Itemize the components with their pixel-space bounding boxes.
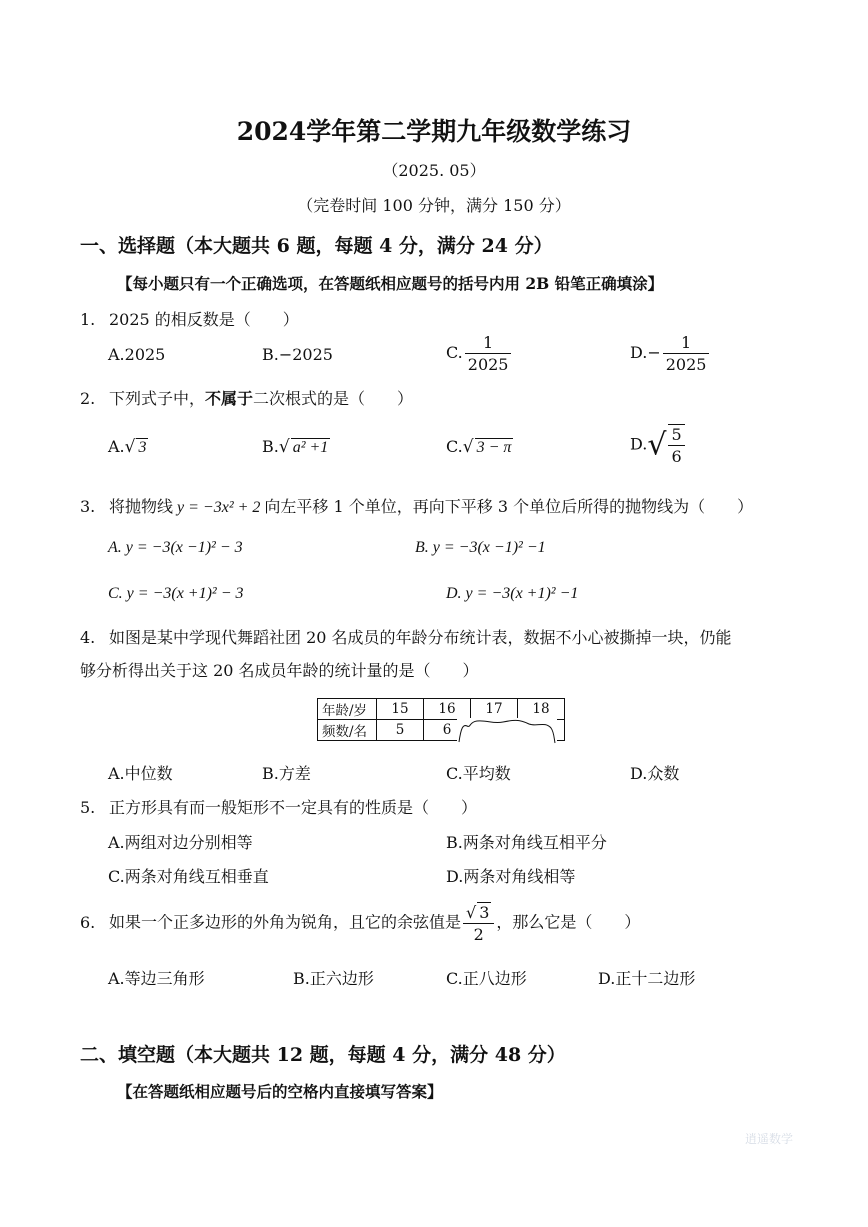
- question-stem: 将抛物线: [109, 497, 174, 516]
- table-header-cell: 频数/名: [318, 720, 377, 741]
- fraction: [668, 424, 684, 466]
- q2-option-c: [446, 437, 513, 457]
- q5-option-c: C.两条对角线互相垂直: [108, 867, 269, 886]
- question-5: [80, 795, 477, 818]
- question-6: [80, 902, 640, 944]
- question-4: [80, 625, 732, 648]
- table-cell: 15: [377, 699, 424, 720]
- page-title: 2024学年第二学期九年级数学练习: [236, 117, 632, 146]
- q6-option-d: D.正十二边形: [598, 969, 696, 988]
- table-cell: 5: [377, 720, 424, 741]
- question-stem: ，那么它是（ ）: [496, 912, 641, 932]
- question-4-line2: 够分析得出关于这 20 名成员年龄的统计量的是（ ）: [80, 661, 479, 680]
- question-stem: 如图是某中学现代舞蹈社团 20 名成员的年龄分布统计表，数据不小心被撕掉一块，仍能: [109, 628, 732, 647]
- q1-option-d: [630, 333, 711, 374]
- question-3: [80, 494, 753, 517]
- table-cell: 18: [518, 699, 565, 720]
- exam-date: （2025. 05）: [382, 161, 486, 180]
- q3-option-a: A. y = −3(x −1)² − 3: [108, 539, 243, 556]
- radical-sign: √: [647, 427, 667, 463]
- fraction-denominator: 2025: [665, 355, 707, 374]
- table-cell: 6: [424, 720, 471, 741]
- radicand: 3: [138, 439, 147, 456]
- question-emphasis: 不属于: [205, 389, 254, 408]
- radical-sign: √: [124, 437, 136, 457]
- q1-option-b: B.−2025: [262, 345, 333, 364]
- radical-sign: √: [466, 903, 477, 922]
- fraction-numerator: 1: [663, 333, 710, 354]
- table-header-cell: 年龄/岁: [318, 699, 377, 720]
- question-stem: 下列式子中，: [109, 389, 206, 408]
- fraction-denominator: 2: [473, 925, 484, 944]
- q6-option-a: A.等边三角形: [108, 969, 205, 988]
- question-stem: 如果一个正多边形的外角为锐角，且它的余弦值是: [109, 912, 462, 932]
- question-number: 1.: [80, 310, 96, 329]
- option-label: D.−: [630, 343, 661, 362]
- fraction-denominator: 6: [671, 447, 682, 466]
- q4-option-c: C.平均数: [446, 764, 511, 783]
- q4-option-d: D.众数: [630, 764, 680, 783]
- radicand: 3: [479, 903, 490, 922]
- q6-option-c: C.正八边形: [446, 969, 527, 988]
- q3-option-d: D. y = −3(x +1)² −1: [446, 585, 579, 602]
- q5-option-d: D.两条对角线相等: [446, 867, 576, 886]
- question-number: 5.: [80, 798, 96, 817]
- question-stem: 正方形具有而一般矩形不一定具有的性质是（ ）: [109, 798, 478, 817]
- section2-heading: 二、填空题（本大题共 12 题，每题 4 分，满分 48 分）: [80, 1044, 566, 1066]
- q5-option-b: B.两条对角线互相平分: [446, 833, 607, 852]
- table-cell: 16: [424, 699, 471, 720]
- q1-option-c: [446, 333, 513, 374]
- torn-edge-icon: [457, 718, 557, 744]
- option-label: C.: [446, 437, 463, 456]
- exam-info: （完卷时间 100 分钟，满分 150 分）: [297, 196, 571, 215]
- q2-option-a: [108, 437, 148, 457]
- q3-option-b: B. y = −3(x −1)² −1: [415, 539, 546, 556]
- fraction: [463, 902, 494, 944]
- torn-region: [457, 718, 557, 744]
- question-stem: 二次根式的是（ ）: [253, 389, 414, 408]
- q3-option-c: C. y = −3(x +1)² − 3: [108, 585, 244, 602]
- q2-option-d: [630, 424, 687, 466]
- section2-instruction: 【在答题纸相应题号后的空格内直接填写答案】: [117, 1082, 443, 1101]
- option-label: C.: [446, 343, 463, 362]
- option-label: B.: [262, 437, 279, 456]
- fraction-numerator: 5: [668, 425, 684, 446]
- fraction: [465, 333, 512, 374]
- question-stem: 2025 的相反数是（ ）: [109, 310, 299, 329]
- radical-sign: √: [462, 437, 474, 457]
- section1-instruction: 【每小题只有一个正确选项，在答题纸相应题号的括号内用 2B 铅笔正确填涂】: [117, 274, 664, 293]
- radicand: a² +1: [292, 439, 329, 456]
- q2-option-b: [262, 437, 330, 457]
- q4-option-a: A.中位数: [108, 764, 173, 783]
- question-1: [80, 307, 299, 330]
- radical-sign: √: [278, 437, 290, 457]
- question-number: 3.: [80, 497, 96, 516]
- q6-option-b: B.正六边形: [293, 969, 374, 988]
- q4-option-b: B.方差: [262, 764, 311, 783]
- question-number: 6.: [80, 912, 96, 932]
- table-cell: 17: [471, 699, 518, 720]
- question-expression: y = −3x² + 2: [177, 499, 261, 516]
- q5-option-a: A.两组对边分别相等: [108, 833, 253, 852]
- section1-heading: 一、选择题（本大题共 6 题，每题 4 分，满分 24 分）: [80, 235, 553, 257]
- fraction-numerator: [463, 902, 494, 924]
- question-number: 4.: [80, 628, 96, 647]
- question-2: [80, 386, 413, 409]
- q1-option-a: A.2025: [108, 345, 166, 364]
- watermark: 逍遥数学: [745, 1132, 794, 1146]
- table-row: [318, 699, 565, 720]
- question-stem: 向左平移 1 个单位，再向下平移 3 个单位后所得的抛物线为（ ）: [264, 497, 754, 516]
- option-label: D.: [630, 434, 648, 454]
- fraction-numerator: 1: [465, 333, 512, 354]
- question-number: 2.: [80, 389, 96, 408]
- option-label: A.: [108, 437, 125, 456]
- fraction-denominator: 2025: [467, 355, 509, 374]
- fraction: [663, 333, 710, 374]
- radicand: 3 − π: [476, 439, 512, 456]
